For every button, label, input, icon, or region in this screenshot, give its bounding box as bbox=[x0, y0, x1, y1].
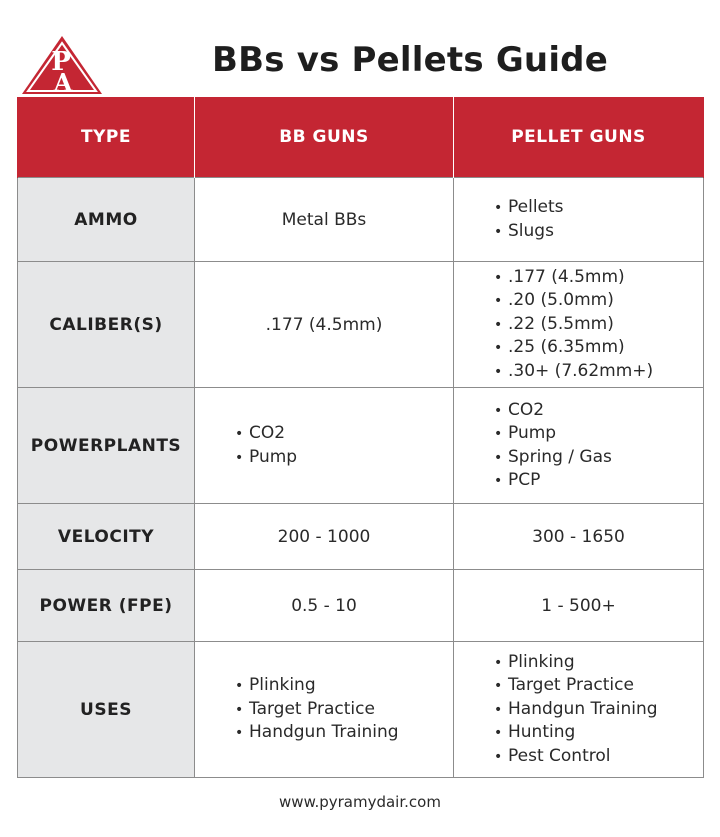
list-item: • Handgun Training bbox=[494, 698, 703, 722]
list-item: • CO2 bbox=[494, 399, 703, 423]
row-label-ammo: AMMO bbox=[18, 178, 195, 262]
list-item: • .30+ (7.62mm+) bbox=[494, 360, 703, 384]
table-row-ammo bbox=[18, 178, 704, 262]
row-label-uses: USES bbox=[18, 642, 195, 778]
list-item: • .25 (6.35mm) bbox=[494, 336, 703, 360]
uses-pellet-list bbox=[454, 642, 704, 778]
powerplants-pellet-list bbox=[454, 388, 704, 504]
velocity-bb-value: 200 - 1000 bbox=[195, 504, 454, 570]
header-bb-guns: BB GUNS bbox=[195, 97, 454, 178]
list-item: • Spring / Gas bbox=[494, 446, 703, 470]
comparison-table bbox=[17, 97, 704, 778]
list-item: • Pump bbox=[494, 422, 703, 446]
table-row-caliber bbox=[18, 262, 704, 388]
row-label-velocity: VELOCITY bbox=[18, 504, 195, 570]
page-title: BBs vs Pellets Guide bbox=[212, 40, 608, 80]
list-item: • PCP bbox=[494, 469, 703, 493]
table-header-row bbox=[18, 97, 704, 178]
list-item: • .22 (5.5mm) bbox=[494, 313, 703, 337]
list-item: • .177 (4.5mm) bbox=[494, 266, 703, 290]
website-url: www.pyramydair.com bbox=[279, 793, 441, 811]
caliber-pellet-list bbox=[454, 262, 704, 388]
table-row-velocity bbox=[18, 504, 704, 570]
list-item: • Hunting bbox=[494, 721, 703, 745]
power-pellet-value: 1 - 500+ bbox=[454, 570, 704, 642]
header-type: TYPE bbox=[18, 97, 195, 178]
table-row-powerplants bbox=[18, 388, 704, 504]
list-item: • Target Practice bbox=[494, 674, 703, 698]
list-item: • Pest Control bbox=[494, 745, 703, 769]
table-row-power bbox=[18, 570, 704, 642]
uses-bb-list bbox=[195, 642, 454, 778]
row-label-powerplants: POWERPLANTS bbox=[18, 388, 195, 504]
svg-text:A: A bbox=[53, 68, 73, 96]
svg-text:P: P bbox=[51, 47, 71, 77]
list-item: • Plinking bbox=[235, 674, 453, 698]
list-item: • Plinking bbox=[494, 651, 703, 675]
list-item: • Pellets bbox=[494, 196, 703, 220]
powerplants-bb-list bbox=[195, 388, 454, 504]
table-row-uses bbox=[18, 642, 704, 778]
list-item: • Slugs bbox=[494, 220, 703, 244]
header-pellet-guns: PELLET GUNS bbox=[454, 97, 704, 178]
list-item: • Target Practice bbox=[235, 698, 453, 722]
list-item: • .20 (5.0mm) bbox=[494, 289, 703, 313]
list-item: • Pump bbox=[235, 446, 453, 470]
row-label-caliber: CALIBER(S) bbox=[18, 262, 195, 388]
list-item: • Handgun Training bbox=[235, 721, 453, 745]
list-item: • CO2 bbox=[235, 422, 453, 446]
pyramyd-air-logo-icon bbox=[20, 34, 104, 96]
ammo-pellet-list bbox=[454, 178, 704, 262]
row-label-power: POWER (FPE) bbox=[18, 570, 195, 642]
caliber-bb-value: .177 (4.5mm) bbox=[195, 262, 454, 388]
ammo-bb-value: Metal BBs bbox=[195, 178, 454, 262]
power-bb-value: 0.5 - 10 bbox=[195, 570, 454, 642]
velocity-pellet-value: 300 - 1650 bbox=[454, 504, 704, 570]
